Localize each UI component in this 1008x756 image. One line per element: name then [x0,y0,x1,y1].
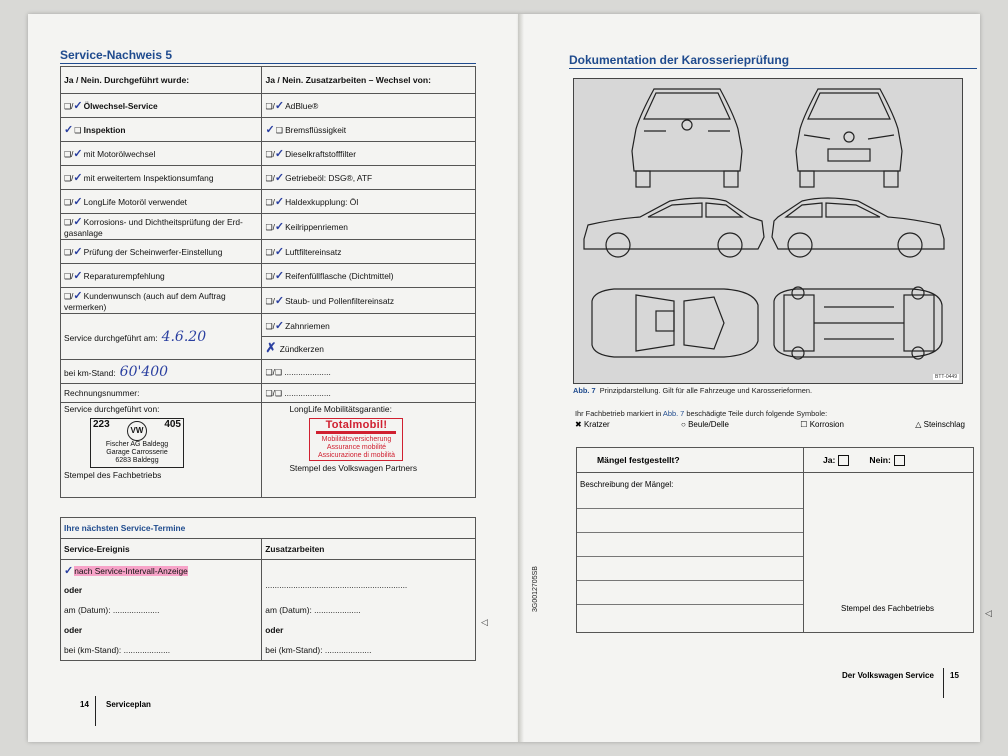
col-additional-header: Ja / Nein. Zusatzarbeiten – Wechsel von: [262,67,476,94]
description-line-5[interactable] [577,604,803,605]
next-page-arrow-right-icon: ◁ [985,608,992,618]
car-body-diagram[interactable] [573,78,963,384]
defects-question: Mängel festgestellt? [597,455,680,465]
row-brake-fluid[interactable]: ✓❑ Bremsflüssigkeit [262,118,476,142]
dealer-stamp-label: Stempel des Fachbetriebs [64,470,162,480]
defects-stamp-label: Stempel des Fachbetriebs [841,604,934,613]
partner-stamp-label: Stempel des Volkswagen Partners [289,463,418,473]
row-customer-request[interactable]: ❑/✓Kundenwunsch (auch auf dem Auftrag vermerken) [61,288,262,314]
next-col-extra: Zusatzarbeiten [262,539,476,560]
performed-by-label: Service durchgeführt von: [64,404,160,414]
next-event-text: nach Service-Intervall-Anzeige [74,565,188,576]
mobility-stamp-cell [262,403,476,498]
left-page-number: 14 [80,700,89,709]
row-inspection[interactable]: ✓❑ Inspektion [61,118,262,142]
nein-checkbox[interactable] [894,455,905,466]
row-gas-system-check[interactable]: ❑/✓Korrosions- und Dichtheitsprüfung der Erd-gasanlage [61,214,262,240]
description-line-1[interactable] [577,508,803,509]
row-haldex[interactable]: ❑/✓Haldexkupplung: Öl [262,190,476,214]
next-page-arrow-icon: ◁ [481,617,488,627]
dealer-stamp: 223 VW 405 Fischer AG Baldegg Garage Carrosserie 6283 Baldegg [90,418,184,468]
ja-label: Ja: [823,455,836,465]
row-repair-recommendation[interactable]: ❑/✓Reparaturempfehlung [61,264,262,288]
stone-chip-symbol: △ Steinschlag [915,420,965,429]
row-extended-inspection[interactable]: ❑/✓mit erweitertem Inspektionsumfang [61,166,262,190]
book-gutter [518,14,524,742]
row-longlife-oil[interactable]: ❑/✓LongLife Motoröl verwendet [61,190,262,214]
figure-ref: BTT-0449 [935,374,957,380]
extra-dots-cell[interactable]: ............................................................. [262,560,476,601]
km-cell[interactable]: bei km-Stand: 60'400 [61,360,262,384]
corrosion-symbol: ☐ Korrosion [800,420,844,429]
archive-number: 3G0012705SB [532,566,539,612]
marking-instructions: Ihr Fachbetrieb markiert in Abb. 7 beschädigte Teile durch folgende Symbole: [575,409,828,418]
next-service-table [60,517,476,661]
row-adblue[interactable]: ❑/✓AdBlue® [262,94,476,118]
dent-icon: ○ [681,420,686,429]
next-col-event: Service-Ereignis [61,539,262,560]
scratch-symbol: ✖ Kratzer [575,420,610,429]
right-page-number: 15 [950,671,959,680]
service-date-cell[interactable]: Service durchgeführt am: 4.6.20 [61,314,262,360]
damage-symbol-legend [575,420,965,429]
left-page-title: Service-Nachweis 5 [60,48,173,62]
next-service-title: Ihre nächsten Service-Termine [61,518,476,539]
extra-date-field[interactable]: am (Datum): .................... [262,600,476,620]
row-pollen-filter[interactable]: ❑/✓Staub- und Pollenfiltereinsatz [262,288,476,314]
extra-km-field[interactable]: bei (km-Stand): .................... [262,640,476,661]
service-record-table [60,66,476,498]
row-timing-belt[interactable]: ❑/✓Zahnriemen [262,314,476,337]
nein-label: Nein: [869,455,891,465]
description-line-3[interactable] [577,556,803,557]
row-air-filter[interactable]: ❑/✓Luftfiltereinsatz [262,240,476,264]
left-title-underline [60,63,476,64]
defects-description-label: Beschreibung der Mängel: [580,480,674,489]
right-page-title: Dokumentation der Karosserieprüfung [569,53,790,67]
service-date-value: 4.6.20 [161,328,207,345]
next-date-field[interactable]: am (Datum): .................... [61,600,262,620]
next-event-cell[interactable]: ✓nach Service-Intervall-Anzeige [61,560,262,581]
row-headlight-check[interactable]: ❑/✓Prüfung der Scheinwerfer-Einstellung [61,240,262,264]
row-spark-plugs[interactable]: ✗ Zündkerzen [262,337,476,360]
car-front-view [796,89,902,171]
next-km-field[interactable]: bei (km-Stand): .................... [61,640,262,661]
defects-form [576,447,974,633]
defects-column-divider [803,448,804,632]
figure-caption: Abb. 7 Prinzipdarstellung. Gilt für alle Fahrzeuge und Karosserieformen. [573,386,813,395]
km-value: 60'400 [119,363,169,380]
oder-2: oder [61,620,262,640]
dent-symbol: ○ Beule/Delle [681,420,730,429]
row-oil-service[interactable]: ❑/✓Ölwechsel-Service [61,94,262,118]
row-engine-oil-change[interactable]: ❑/✓mit Motorölwechsel [61,142,262,166]
left-footer-label: Serviceplan [106,700,151,709]
dealer-stamp-cell [61,403,262,498]
oder-1: oder [61,580,262,600]
right-title-underline [569,68,977,69]
invoice-number-cell[interactable]: Rechnungsnummer: [61,384,262,403]
right-footer-divider [943,668,944,698]
row-gear-oil[interactable]: ❑/✓Getriebeöl: DSG®, ATF [262,166,476,190]
mobility-label: LongLife Mobilitätsgarantie: [289,404,392,414]
row-v-belt[interactable]: ❑/✓Keilrippenriemen [262,214,476,240]
vw-logo-icon: VW [127,421,147,441]
description-line-2[interactable] [577,532,803,533]
car-outline-drawings [574,79,962,383]
defects-header [577,448,973,473]
scratch-icon: ✖ [575,420,582,429]
col-performed-header: Ja / Nein. Durchgeführt wurde: [61,67,262,94]
row-tyre-sealant[interactable]: ❑/✓Reifenfüllflasche (Dichtmittel) [262,264,476,288]
left-footer-divider [95,696,96,726]
stone-chip-icon: △ [915,420,922,429]
oder-3: oder [262,620,476,640]
car-top-view [592,289,758,357]
corrosion-icon: ☐ [800,420,808,429]
car-side-left-view [584,198,764,249]
description-line-4[interactable] [577,580,803,581]
totalmobil-stamp: Totalmobil! Mobilitätsversicherung Assurance mobilité Assicurazione di mobilità [309,418,403,461]
right-footer-label: Der Volkswagen Service [842,671,934,680]
row-blank-2[interactable]: ❑/❑ .................... [262,384,476,403]
row-blank-1[interactable]: ❑/❑ .................... [262,360,476,384]
ja-checkbox[interactable] [838,455,849,466]
row-diesel-filter[interactable]: ❑/✓Dieselkraftstofffilter [262,142,476,166]
